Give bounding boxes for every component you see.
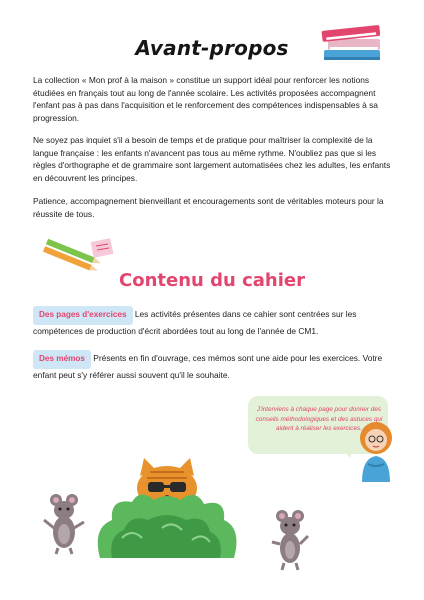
teacher-girl-illustration [352, 418, 400, 482]
mouse-right-illustration [268, 508, 312, 572]
intro-paragraph-3: Patience, accompagnement bienveillant et encouragements sont de véritables moteurs pour la réussite de tous. [33, 196, 384, 219]
memos-block [33, 350, 395, 381]
memos-text: Présents en fin d'ouvrage, ces mémos sont une aide pour les exercices. Votre enfant peut s'y référer aussi souvent qu'il le souhaite. [33, 353, 383, 380]
exercises-tag: Des pages d'exercices [33, 306, 133, 325]
intro-paragraph-2: Ne soyez pas inquiet s'il a besoin de temps et de pratique pour maîtriser la complexité de la langue française : les enfants n'avancent pas tous au même rythme. N'oubliez pas que si les règles d'orthographe et de grammaire sont largement automatisées chez les adultes, les enfants en découvrent les principes. [33, 135, 391, 183]
mouse-left-illustration [40, 492, 88, 556]
tip-text: J'interviens à chaque page pour donner des conseils méthodologiques et des astuces qui aident à réaliser les exercices. [255, 406, 383, 433]
page-title: Avant-propos [135, 36, 289, 60]
exercises-block [33, 306, 395, 337]
memos-tag: Des mémos [33, 350, 91, 369]
intro-paragraph-1: La collection « Mon prof à la maison » constitue un support idéal pour renforcer les notions étudiées en français tout au long de l'année scolaire. Les activités proposées accompagnent l'enfant pas à pas dans l'acquisition et le renforcement des compétences indispensables à sa progression. [33, 75, 378, 123]
exercises-text: Les activités présentes dans ce cahier sont centrées sur les compétences de production d'écrit abordées tout au long de l'année de CM1. [33, 309, 357, 336]
section-title: Contenu du cahier [119, 270, 305, 291]
books-stack-icon [320, 22, 386, 64]
cat-in-bush-illustration [92, 458, 242, 558]
